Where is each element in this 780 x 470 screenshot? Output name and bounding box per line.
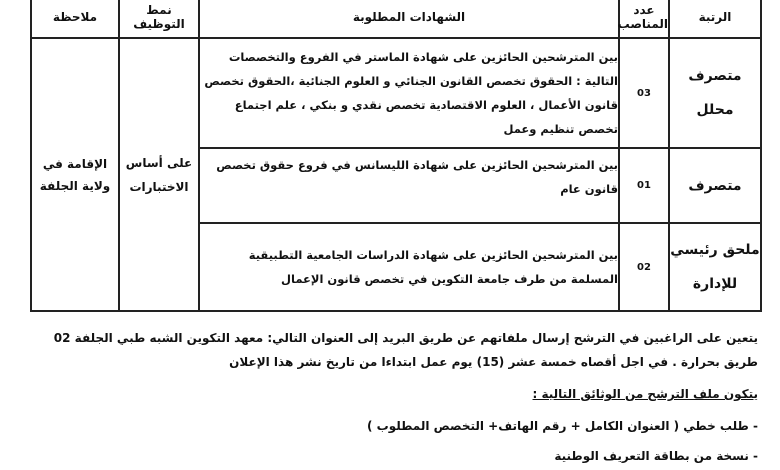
qualifications-cell: بين المترشحين الحائزين على شهادة الدراسات الجامعية التطبيقية المسلمة من طرف جامعة التكوين في تخصص قانون الإعمال — [199, 223, 619, 311]
table-header-row — [31, 0, 761, 38]
note-cell: الإقامة في ولاية الجلفة — [31, 38, 119, 311]
list-item: - طلب خطي ( العنوان الكامل + رقم الهاتف+ التخصص المطلوب ) — [366, 419, 758, 433]
qualifications-cell: بين المترشحين الحائزين على شهادة الماستر في الفروع والتخصصات التالية : الحقوق تخصص القانون الجنائي و العلوم الجنائية ،الحقوق تخصص قانون الأعمال ، العلوم الاقتصادية تخصص نقدي و بنكي ، علم اجتماع تخصص تنظيم وعمل — [199, 38, 619, 148]
application-instructions: يتعين على الراغبين في الترشح إرسال ملفاتهم عن طريق البريد إلى العنوان التالي: معهد التكوين الشبه طبي الجلفة 02 طريق بحرارة . في اجل أقصاه خمسة عشر (15) يوم عمل ابتداءا من تاريخ نشر هذا الإعلان — [53, 331, 758, 369]
grade-cell: ملحق رئيسي للإدارة — [669, 223, 761, 311]
header-grade: الرتبة — [669, 0, 761, 38]
mode-cell: على أساس الاختبارات — [119, 38, 199, 311]
grade-cell: متصرف — [669, 148, 761, 223]
count-cell: 01 — [619, 148, 669, 223]
qualifications-cell: بين المترشحين الحائزين على شهادة الليسانس في فروع حقوق تخصص قانون عام — [199, 148, 619, 223]
list-item: - نسخة من بطاقة التعريف الوطنية — [554, 449, 758, 463]
header-qualifications: الشهادات المطلوبة — [199, 0, 619, 38]
documents-title: يتكون ملف الترشح من الوثائق التالية : — [532, 387, 758, 401]
header-count: عدد المناصب — [619, 0, 669, 38]
count-cell: 02 — [619, 223, 669, 311]
grade-cell: متصرف محلل — [669, 38, 761, 148]
recruitment-table — [30, 0, 762, 312]
header-note: ملاحظة — [31, 0, 119, 38]
header-mode: نمط التوظيف — [119, 0, 199, 38]
count-cell: 03 — [619, 38, 669, 148]
table-row — [31, 38, 761, 148]
